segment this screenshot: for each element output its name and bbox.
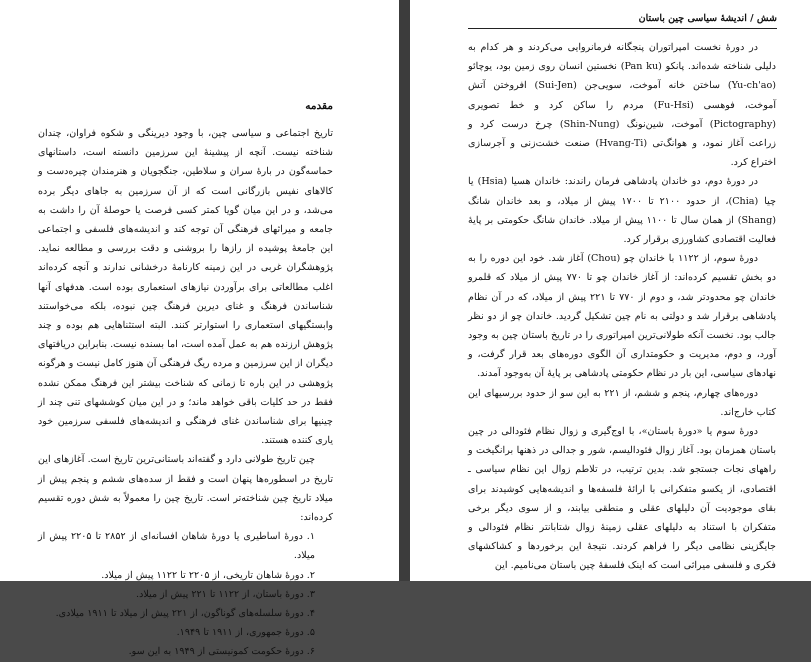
list-item: ۲. دورهٔ شاهان تاریخی، از ۲۲۰۵ تا ۱۱۲۲ پیش از میلاد. bbox=[101, 569, 315, 581]
header-rule bbox=[468, 28, 777, 29]
paragraph: چین تاریخ طولانی دارد و گفته‌اند باستانی‌ترین تاریخ است. آغازهای این تاریخ در اسطوره‌ها پنهان است و فقط از سده‌های ششم و پنجم پیش از میلاد تاریخ چین شناخته‌تر است. تاریخ چین را معمولاً به شش دوره تقسیم کرده‌اند: bbox=[38, 454, 333, 524]
paragraph: دورهٔ سوم یا «دورهٔ باستان»، با اوج‌گیری و زوال نظام فئودالی در چین باستان همزمان بود. آغاز زوال فئودالیسم، شور و جدالی در ذهنها برانگیخت و راههای نجات جستجو شد. بدین ترتیب، در تلاطم زوال این نظام سیاسی ـ اقتصادی، از یکسو متفکرانی با ارائهٔ فلسفه‌ها و اندیشه‌هایی کوشیدند برای بقای موجودیت آن دلیلهای عقلی و منطقی بیابند، و از سوی دیگر برخی متفکران با استناد به دلیلهای عقلی زمینهٔ زوال شتابانتر نظام فئودالی و جایگزینی نظامی دیگر را فراهم کردند. نتیجهٔ این برخوردها و کشاکشهای فکری و فلسفی میراثی است که اینک فلسفهٔ چین باستان می‌نامیم. این bbox=[468, 426, 776, 572]
list-item: ۴. دورهٔ سلسله‌های گوناگون، از ۲۲۱ پیش از میلاد تا ۱۹۱۱ میلادی. bbox=[55, 608, 315, 620]
paragraph: دورهٔ سوم، از ۱۱۲۲ با خاندان چو (Chou) آغاز شد. خود این دوره را به دو بخش تقسیم کرده‌اند: از آغاز خاندان چو تا ۷۷۰ پیش از میلاد که قلمرو خاندان چو محدودتر شد، و دوم از ۷۷۰ تا ۲۲۱ پیش از میلاد، که در آن نظام پادشاهی برقرار شد و دولتی به نام چین تشکیل گردید. خاندان چو از دو نظر جالب بود. نخست آنکه طولانی‌ترین امپراتوری را در تاریخ باستان چین به وجود آورد، و دوم، مدیریت و حکومتداری آن الگوی دوره‌های بعد قرار گرفت، و نهادهای سیاسی، این بار در نظام حکومتی پادشاهی بر پایهٔ آن به‌وجود آمدند. bbox=[468, 253, 777, 380]
right-page bbox=[410, 0, 811, 581]
period-list bbox=[38, 527, 333, 661]
list-item: ۶. دورهٔ حکومت کمونیستی از ۱۹۴۹ به این سو. bbox=[128, 646, 315, 658]
list-item: ۱. دورهٔ اساطیری یا دورهٔ شاهان افسانه‌ای از ۲۸۵۲ تا ۲۲۰۵ پیش از میلاد. bbox=[38, 531, 315, 562]
paragraph: در دورهٔ دوم، دو خاندان پادشاهی فرمان راندند: خاندان هسیا (Hsia) یا چیا (Chia)، از حدود ۲۱۰۰ تا ۱۷۰۰ پیش از میلاد، و بعد خاندان شانگ (Shang) از همان سال تا ۱۱۰۰ پیش از میلاد. خاندان شانگ حکومتی بر پایهٔ فعالیت اقتصادی کشاورزی برقرار کرد. bbox=[468, 176, 776, 246]
section-title: مقدمه bbox=[305, 100, 333, 112]
left-page-body bbox=[38, 124, 333, 662]
book-gutter bbox=[399, 0, 410, 581]
running-head: شش / اندیشهٔ سیاسی چین باستان bbox=[638, 13, 777, 24]
paragraph: تاریخ اجتماعی و سیاسی چین، با وجود دیرینگی و شکوه فراوان، چندان شناخته نیست. آنچه از پیشینهٔ این سرزمین دانسته است، داستانهای حماسه‌گون در بارهٔ سران و سلاطین، جنگجویان و هنرمندان چیره‌دست و کالاهای نفیس بازرگانی است که از آن سرزمین به جاهای دیگر برده می‌شد، و در این میان گویا کمتر کسی فرصت یا حوصلهٔ آن را داشت به جامعه و میراثهای فرهنگی آن توجه کند و اندیشه‌های فلسفی و اجتماعی این جامعهٔ پوشیده از رازها را بروشنی و دقت بررسی و مطالعه نماید. پژوهشگران غربی در این زمینه کارنامهٔ درخشانی ندارند و آنچه کرده‌اند اغلب مطالعاتی برای برآوردن نیازهای استعماری بوده است. هدفهای آنها شناساندن فرهنگ و غنای دیرین فرهنگ چین نبوده، بلکه می‌خواستند وابستگیهای استعماری را استوارتر کنند. البته استثناهایی هم بوده و چند پژوهش ارزنده هم به عمل آمده است، اما بسنده نیست. بنابراین دریافتهای دیگران از این سرزمین و مرده ریگ فرهنگی آن هنوز کامل نیست و هرگونه پژوهشی در این باره تا زمانی که شناخت بیشتر این فرهنگ ممکن نشده فقط در حد کلیات باقی خواهد ماند؛ و در این میان کوششهای تنی چند از چینیها برای شناساندن غنای فرهنگی و اندیشه‌های فلسفی سرزمین خود یاری کننده هستند. bbox=[38, 128, 333, 447]
list-item: ۳. دورهٔ باستان، از ۱۱۲۲ تا ۲۲۱ پیش از میلاد. bbox=[136, 588, 315, 600]
left-page bbox=[0, 0, 399, 658]
paragraph: در دورهٔ نخست امپراتوران پنجگانه فرمانروایی می‌کردند و هر کدام به دلیلی شناخته شده‌اند. پانکو (Pan ku) نخستین انسان روی زمین بود، یوچائو (Yu-ch'ao) ساختن خانه آموخت، سویی‌جن (Sui-Jen) افروختن آتش آموخت، فوهسی (Fu-Hsi) مردم را ساکن کرد و خط تصویری (Pictography) آموخت، شین‌نونگ (Shin-Nung) چرخ درست کرد و زراعت آغاز نمود، و هوانگ‌تی (Hvang-Ti) صنعت خشت‌زنی و آجرسازی اختراع کرد. bbox=[468, 42, 777, 169]
paragraph: دوره‌های چهارم، پنجم و ششم، از ۲۲۱ به این سو از حدود بررسیهای این کتاب خارج‌اند. bbox=[468, 387, 776, 418]
right-page-body bbox=[468, 38, 776, 576]
list-item: ۵. دورهٔ جمهوری، از ۱۹۱۱ تا ۱۹۴۹. bbox=[176, 627, 315, 639]
